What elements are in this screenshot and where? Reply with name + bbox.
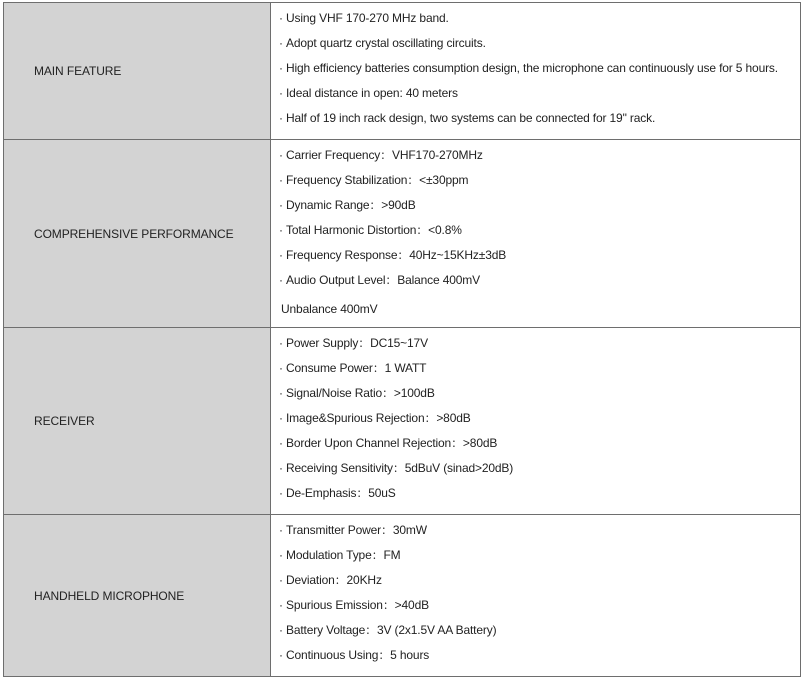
- spec-item-text: Receiving Sensitivity：5dBuV (sinad>20dB): [286, 461, 514, 475]
- spec-item: [279, 460, 800, 485]
- bullet-icon: ·: [279, 198, 283, 212]
- spec-item-text: Using VHF 170-270 MHz band.: [286, 11, 449, 25]
- section-row-receiver: [4, 328, 801, 515]
- spec-item: [279, 410, 800, 435]
- bullet-icon: ·: [279, 36, 283, 50]
- spec-item: [279, 85, 800, 110]
- spec-item: [279, 647, 800, 672]
- bullet-icon: ·: [279, 248, 283, 262]
- spec-item: [279, 247, 800, 272]
- spec-item: [279, 197, 800, 222]
- bullet-icon: ·: [279, 523, 283, 537]
- section-row-handheld-microphone: [4, 515, 801, 677]
- spec-item: [279, 110, 800, 135]
- bullet-icon: ·: [279, 361, 283, 375]
- bullet-icon: ·: [279, 386, 283, 400]
- section-values: [271, 328, 801, 515]
- section-values: [271, 515, 801, 677]
- spec-item: [279, 435, 800, 460]
- section-label: RECEIVER: [4, 328, 271, 515]
- section-label: HANDHELD MICROPHONE: [4, 515, 271, 677]
- spec-item-continuation: [279, 301, 800, 323]
- spec-item-text: Signal/Noise Ratio：>100dB: [286, 386, 435, 400]
- bullet-icon: ·: [279, 573, 283, 587]
- bullet-icon: ·: [279, 486, 283, 500]
- section-label: MAIN FEATURE: [4, 3, 271, 140]
- bullet-icon: ·: [279, 11, 283, 25]
- spec-table-body: [4, 3, 801, 677]
- spec-item-text: Audio Output Level：Balance 400mV: [286, 273, 480, 287]
- bullet-icon: ·: [279, 111, 283, 125]
- bullet-icon: ·: [279, 173, 283, 187]
- spec-item-text: Image&Spurious Rejection：>80dB: [286, 411, 471, 425]
- spec-item: [279, 272, 800, 297]
- spec-item: [279, 172, 800, 197]
- spec-table: [3, 2, 801, 677]
- spec-item: [279, 385, 800, 410]
- spec-item-text: Continuous Using：5 hours: [286, 648, 430, 662]
- spec-item-text: Total Harmonic Distortion：<0.8%: [286, 223, 462, 237]
- spec-item: [279, 572, 800, 597]
- spec-item-text: Unbalance 400mV: [281, 302, 378, 316]
- spec-item-text: Consume Power：1 WATT: [286, 361, 427, 375]
- section-values: [271, 3, 801, 140]
- spec-item-text: Frequency Stabilization：<±30ppm: [286, 173, 469, 187]
- spec-item: [279, 222, 800, 247]
- spec-item-text: Half of 19 inch rack design, two systems can be connected for 19" rack.: [286, 111, 656, 125]
- bullet-icon: ·: [279, 461, 283, 475]
- bullet-icon: ·: [279, 223, 283, 237]
- spec-item-text: Border Upon Channel Rejection：>80dB: [286, 436, 498, 450]
- bullet-icon: ·: [279, 623, 283, 637]
- spec-item-text: Transmitter Power：30mW: [286, 523, 427, 537]
- spec-item-text: Carrier Frequency：VHF170-270MHz: [286, 148, 483, 162]
- section-row-comprehensive-performance: [4, 140, 801, 328]
- bullet-icon: ·: [279, 436, 283, 450]
- bullet-icon: ·: [279, 598, 283, 612]
- spec-item: [279, 522, 800, 547]
- bullet-icon: ·: [279, 648, 283, 662]
- spec-item: [279, 10, 800, 35]
- section-row-main-feature: [4, 3, 801, 140]
- bullet-icon: ·: [279, 336, 283, 350]
- spec-item-text: De-Emphasis：50uS: [286, 486, 396, 500]
- bullet-icon: ·: [279, 411, 283, 425]
- bullet-icon: ·: [279, 148, 283, 162]
- spec-item: [279, 60, 800, 85]
- spec-item-text: Battery Voltage：3V (2x1.5V AA Battery): [286, 623, 497, 637]
- bullet-icon: ·: [279, 61, 283, 75]
- spec-item-text: High efficiency batteries consumption design, the microphone can continuously use for 5 hours.: [286, 61, 778, 75]
- spec-item-text: Modulation Type：FM: [286, 548, 401, 562]
- bullet-icon: ·: [279, 548, 283, 562]
- bullet-icon: ·: [279, 273, 283, 287]
- spec-item-text: Power Supply：DC15~17V: [286, 336, 428, 350]
- section-label: COMPREHENSIVE PERFORMANCE: [4, 140, 271, 328]
- spec-item: [279, 485, 800, 510]
- spec-item-text: Adopt quartz crystal oscillating circuits.: [286, 36, 486, 50]
- section-values: [271, 140, 801, 328]
- spec-item-text: Deviation：20KHz: [286, 573, 382, 587]
- spec-item-text: Spurious Emission：>40dB: [286, 598, 429, 612]
- spec-item: [279, 360, 800, 385]
- spec-item: [279, 547, 800, 572]
- spec-item: [279, 335, 800, 360]
- bullet-icon: ·: [279, 86, 283, 100]
- spec-item: [279, 597, 800, 622]
- spec-item-text: Ideal distance in open: 40 meters: [286, 86, 458, 100]
- spec-item: [279, 622, 800, 647]
- spec-item: [279, 35, 800, 60]
- spec-item: [279, 147, 800, 172]
- spec-item-text: Dynamic Range：>90dB: [286, 198, 416, 212]
- spec-item-text: Frequency Response：40Hz~15KHz±3dB: [286, 248, 507, 262]
